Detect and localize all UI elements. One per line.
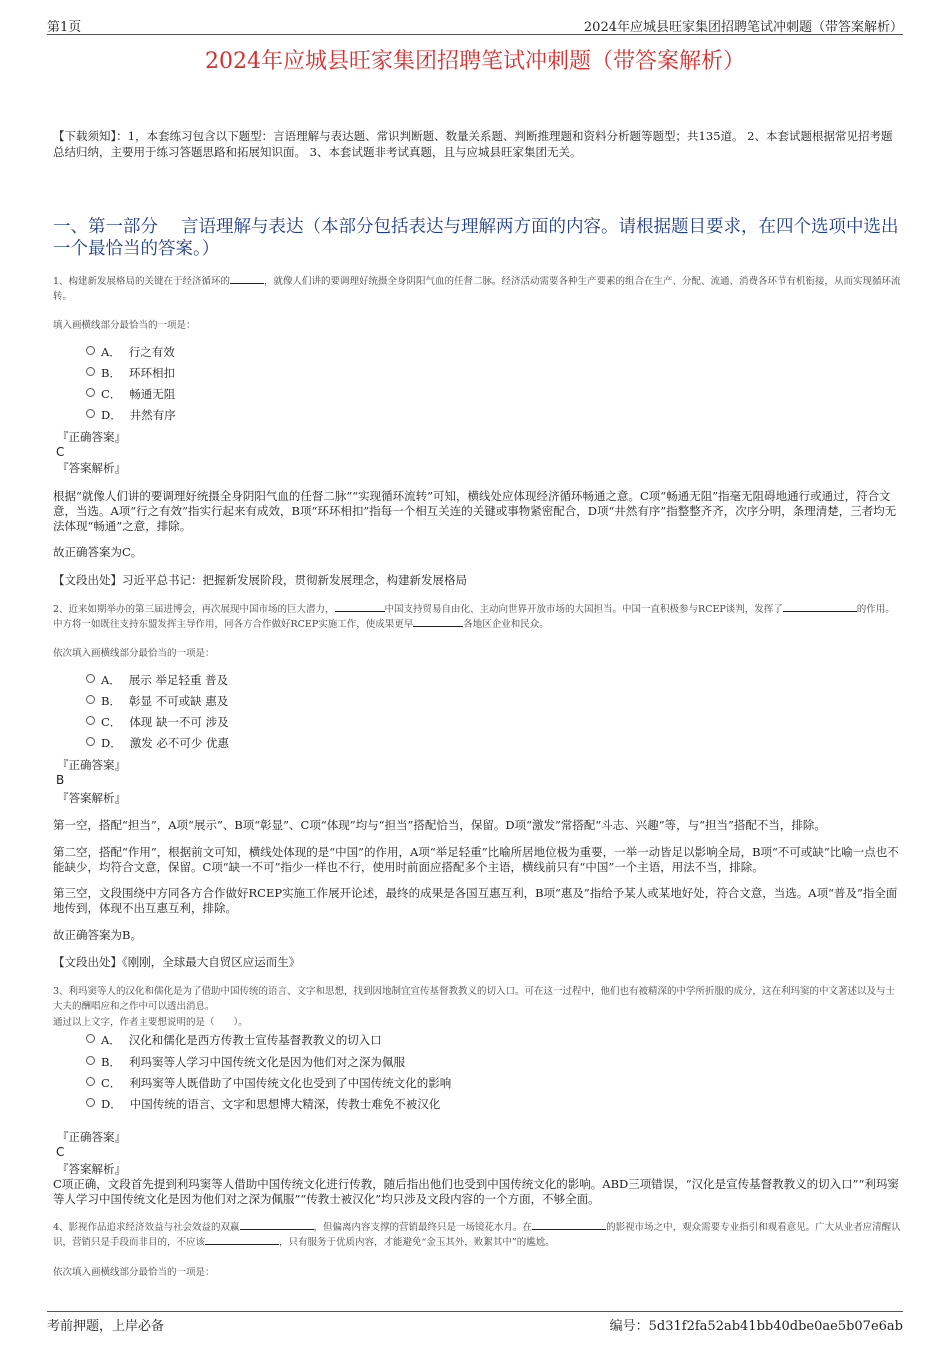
- question-1-option-b[interactable]: B． 环环相扣: [86, 366, 175, 381]
- header-doc-title: 2024年应城县旺家集团招聘笔试冲刺题（带答案解析）: [583, 20, 903, 35]
- analysis-label: 『答案解析』: [57, 1162, 126, 1176]
- correct-answer-label: 『正确答案』: [57, 430, 126, 444]
- question-1-source: 【文段出处】习近平总书记：把握新发展阶段，贯彻新发展理念，构建新发展格局: [53, 573, 467, 587]
- question-2-option-a[interactable]: A． 展示 举足轻重 普及: [86, 673, 228, 688]
- question-1-answer: C: [56, 445, 65, 459]
- question-3-analysis: C项正确，文段首先提到利玛窦等人借助中国传统文化进行传教，随后指出他们也受到中国传统文化的影响。ABD三项错误，“汉化是宣传基督教教义的切入口”“利玛窦等人学习中国传统文化是因为他们对之深为佩服”“传教士被汉化”均只涉及文段内容的一个方面，不够全面。: [53, 1177, 899, 1206]
- question-3-option-b[interactable]: B． 利玛窦等人学习中国传统文化是因为他们对之深为佩服: [86, 1055, 405, 1070]
- radio-icon[interactable]: [86, 346, 95, 355]
- question-3-stem: 3、利玛窦等人的汉化和儒化是为了借助中国传统的语言、文字和思想，找到因地制宜宣传基督教教义的切入口。可在这一过程中，他们也有被精深的中学所折服的成分，这在利玛窦的中文著述以及与士大夫的酬唱应和之作中可以透出消息。: [53, 986, 896, 1012]
- page-header: [47, 14, 903, 35]
- fill-blank: [205, 1235, 279, 1245]
- question-2-source: 【文段出处】《刚刚，全球最大自贸区应运而生》: [53, 955, 301, 969]
- section-heading: 一、第一部分 言语理解与表达（本部分包括表达与理解两方面的内容。请根据题目要求，在四个选项中选出一个最恰当的答案。）: [53, 217, 899, 259]
- question-2-answer: B: [56, 773, 65, 787]
- question-2-ask: 依次填入画横线部分最恰当的一项是：: [53, 648, 215, 659]
- fill-blank: [230, 274, 264, 284]
- question-2-option-d[interactable]: D． 激发 必不可少 优惠: [86, 736, 229, 751]
- radio-icon[interactable]: [86, 1098, 95, 1107]
- radio-icon[interactable]: [86, 737, 95, 746]
- question-1-analysis: 根据“就像人们讲的要调理好统摄全身阴阳气血的任督二脉”“实现循环流转”可知，横线处应体现经济循环畅通之意。C项“畅通无阻”指毫无阻碍地通行或通过，符合文意，当选。A项“行之有效”指实行起来有成效，B项“环环相扣”指每一个相互关连的关键或事物紧密配合，D项“井然有序”指整整齐齐，次序分明，条理清楚，三者均无法体现“畅通”之意，排除。: [53, 489, 897, 533]
- page-footer: [47, 1311, 903, 1334]
- analysis-label: 『答案解析』: [57, 791, 126, 805]
- question-1-stem: 1、构建新发展格局的关键在于经济循环的 ，就像人们讲的要调理好统摄全身阴阳气血的任督二脉。经济活动需要各种生产要素的组合在生产、分配、流通、消费各环节有机衔接，从而实现循环流转。: [53, 276, 901, 302]
- radio-icon[interactable]: [86, 716, 95, 725]
- radio-icon[interactable]: [86, 1077, 95, 1086]
- correct-answer-label: 『正确答案』: [57, 758, 126, 772]
- radio-icon[interactable]: [86, 367, 95, 376]
- question-4-ask: 依次填入画横线部分最恰当的一项是：: [53, 1267, 215, 1278]
- radio-icon[interactable]: [86, 674, 95, 683]
- question-3-answer: C: [56, 1145, 65, 1159]
- radio-icon[interactable]: [86, 695, 95, 704]
- question-4-stem: 4、影视作品追求经济效益与社会效益的双赢 ，但偏离内容支撑的营销最终只是一场镜花水月。在 的影视市场之中，观众需要专业指引和观看意见。广大从业者应清醒认识，营销只是手段而非目的，不应该 ，只有服务于优质内容，才能避免“金玉其外，败絮其中”的尴尬。: [53, 1222, 901, 1248]
- download-notice: 【下载须知】：1，本套练习包含以下题型：言语理解与表达题、常识判断题、数量关系题、判断推理题和资料分析题等题型；共135道。 2、本套试题根据常见招考题总结归纳，主要用于练习答题思路和拓展知识面。 3、本套试题非考试真题，且与应城县旺家集团无关。: [53, 129, 893, 159]
- question-3-option-a[interactable]: A． 汉化和儒化是西方传教士宣传基督教教义的切入口: [86, 1033, 382, 1048]
- fill-blank: [532, 1220, 606, 1230]
- question-3-ask: 通过以上文字，作者主要想说明的是（ ）。: [53, 1017, 248, 1028]
- question-1-option-c[interactable]: C． 畅通无阻: [86, 387, 175, 402]
- question-1-option-a[interactable]: A． 行之有效: [86, 345, 175, 360]
- question-2-conclusion: 故正确答案为B。: [53, 928, 142, 942]
- question-3-option-c[interactable]: C． 利玛窦等人既借助了中国传统文化也受到了中国传统文化的影响: [86, 1076, 451, 1091]
- fill-blank: [240, 1220, 314, 1230]
- question-2-analysis-3: 第三空，文段围绕中方同各方合作做好RCEP实施工作展开论述，最终的成果是各国互惠互利，B项“惠及”指给予某人或某地好处，符合文意，当选。A项“普及”指全面地传到，体现不出互惠互利，排除。: [53, 886, 898, 915]
- question-2-stem: 2、近来如期举办的第三届进博会，再次展现中国市场的巨大潜力， 中国支持贸易自由化、主动向世界开放市场的大国担当。中国一直积极参与RCEP谈判，发挥了 的作用。中方将一如既往支持东盟发挥主导作用，同各方合作做好RCEP实施工作，使成果更早 各地区企业和民众。: [53, 604, 895, 630]
- footer-slogan: 考前押题，上岸必备: [47, 1319, 165, 1334]
- question-1-conclusion: 故正确答案为C。: [53, 545, 143, 559]
- fill-blank: [413, 617, 463, 627]
- analysis-label: 『答案解析』: [57, 461, 126, 475]
- question-3-option-d[interactable]: D． 中国传统的语言、文字和思想博大精深，传教士难免不被汉化: [86, 1097, 440, 1112]
- radio-icon[interactable]: [86, 388, 95, 397]
- fill-blank: [783, 602, 857, 612]
- footer-serial: 编号：5d31f2fa52ab41bb40dbe0ae5b07e6ab: [609, 1319, 903, 1334]
- radio-icon[interactable]: [86, 409, 95, 418]
- question-1-option-d[interactable]: D． 井然有序: [86, 408, 176, 423]
- question-2-analysis-2: 第二空，搭配“作用”，根据前文可知，横线处体现的是“中国”的作用，A项“举足轻重”比喻所居地位极为重要，一举一动皆足以影响全局，B项“不可或缺”比喻一点也不能缺少，均符合文意，保留。C项“缺一不可”指少一样也不行，使用时前面应搭配多个主语，横线前只有“中国”一个主语，用法不当，排除。: [53, 845, 899, 874]
- question-2-option-c[interactable]: C． 体现 缺一不可 涉及: [86, 715, 229, 730]
- correct-answer-label: 『正确答案』: [57, 1130, 126, 1144]
- fill-blank: [335, 602, 385, 612]
- question-1-ask: 填入画横线部分最恰当的一项是：: [53, 320, 196, 331]
- radio-icon[interactable]: [86, 1034, 95, 1043]
- question-2-analysis-1: 第一空，搭配“担当”，A项“展示”、B项“彰显”、C项“体现”均与“担当”搭配恰当，保留。D项“激发”常搭配“斗志、兴趣”等，与“担当”搭配不当，排除。: [53, 818, 826, 832]
- document-title: 2024年应城县旺家集团招聘笔试冲刺题（带答案解析）: [205, 49, 745, 74]
- page-number: 第1页: [47, 20, 82, 35]
- radio-icon[interactable]: [86, 1056, 95, 1065]
- question-2-option-b[interactable]: B． 彰显 不可或缺 惠及: [86, 694, 228, 709]
